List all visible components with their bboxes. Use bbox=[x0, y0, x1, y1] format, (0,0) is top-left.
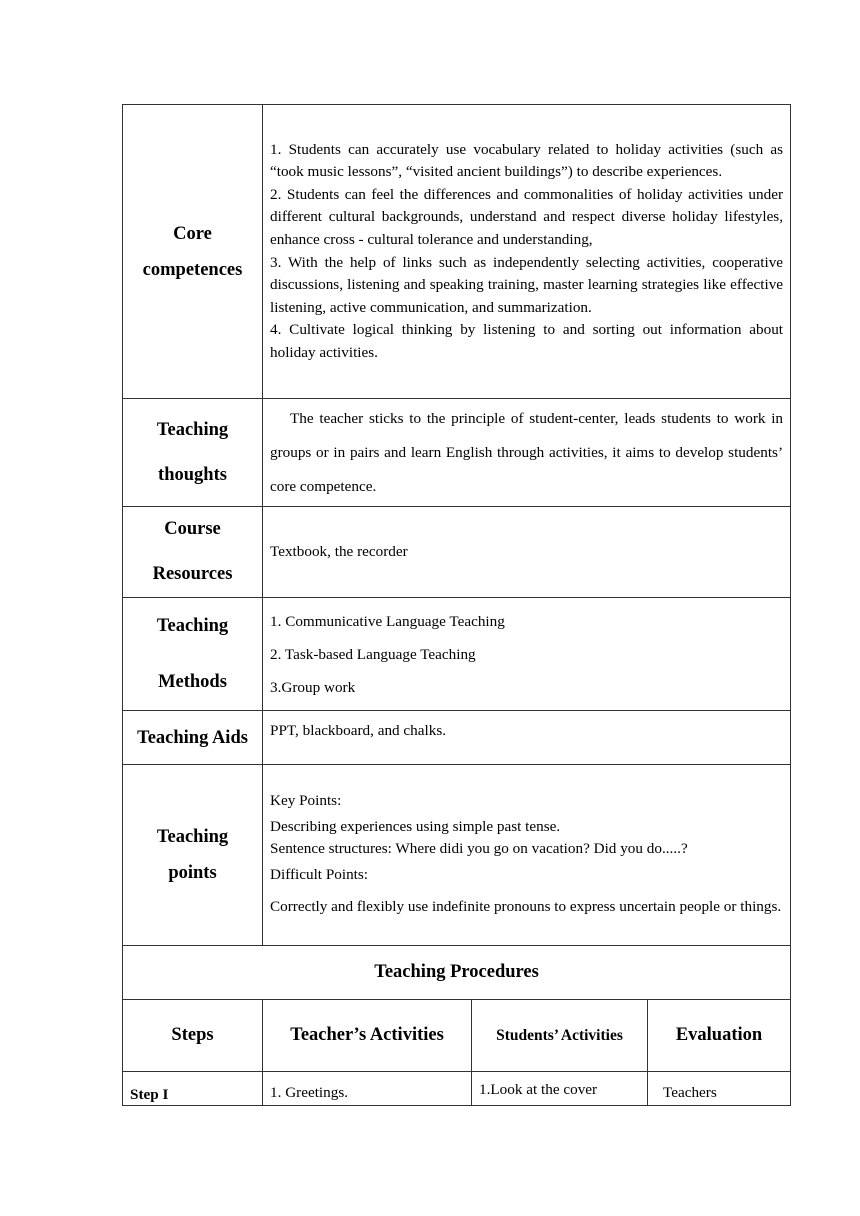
core-competence-item: 2. Students can feel the differences and commonalities of holiday activities under different cultural backgrounds, understand and respect diverse holiday lifestyles, enhance cross - cultural tolerance and understanding, bbox=[270, 185, 784, 248]
key-points-title: Key Points: bbox=[270, 792, 342, 809]
row-procedures-header bbox=[123, 1000, 791, 1072]
header-teacher-activities: Teacher’s Activities bbox=[263, 1000, 472, 1072]
core-competence-item: 1. Students can accurately use vocabulary related to holiday activities (such as “took music lessons”, “visited ancient buildings”) to describe experiences. bbox=[270, 140, 784, 181]
row-teaching-methods bbox=[123, 598, 791, 711]
teaching-aids-label: Teaching Aids bbox=[123, 711, 263, 765]
step-label: Step I bbox=[123, 1072, 263, 1106]
row-teaching-thoughts bbox=[123, 399, 791, 507]
course-resources-label: Course Resources bbox=[123, 507, 263, 598]
core-competences-label: Core competences bbox=[123, 105, 263, 399]
step-students-activity: 1.Look at the cover bbox=[472, 1072, 648, 1106]
core-competence-item: 4. Cultivate logical thinking by listening to and sorting out information about holiday activities. bbox=[270, 321, 784, 361]
header-steps: Steps bbox=[123, 1000, 263, 1072]
teaching-procedures-title: Teaching Procedures bbox=[123, 946, 791, 1000]
step-teacher-activity: 1. Greetings. bbox=[263, 1072, 472, 1106]
method-item: 2. Task-based Language Teaching bbox=[270, 645, 476, 663]
difficult-point-text: Correctly and flexibly use indefinite pronouns to express uncertain people or things. bbox=[270, 898, 782, 915]
row-step-1 bbox=[123, 1072, 791, 1106]
key-point-line: Describing experiences using simple past tense. bbox=[270, 818, 561, 835]
key-point-line: Sentence structures: Where didi you go on vacation? Did you do.....? bbox=[270, 840, 688, 857]
row-core-competences bbox=[123, 105, 791, 399]
header-evaluation: Evaluation bbox=[648, 1000, 791, 1072]
course-resources-content: Textbook, the recorder bbox=[263, 507, 791, 598]
row-teaching-aids bbox=[123, 711, 791, 765]
core-competence-item: 3. With the help of links such as independently selecting activities, cooperative discussions, listening and speaking training, master learning strategies like effective listening, active communication, and summarization. bbox=[270, 253, 784, 316]
lesson-plan-table bbox=[122, 104, 791, 1106]
teaching-aids-content: PPT, blackboard, and chalks. bbox=[263, 711, 791, 765]
row-course-resources bbox=[123, 507, 791, 598]
teaching-methods-label: Teaching Methods bbox=[123, 598, 263, 711]
teaching-points-label: Teaching points bbox=[123, 765, 263, 946]
core-competences-content bbox=[263, 105, 791, 399]
teaching-methods-content bbox=[263, 598, 791, 711]
header-students-activities: Students’ Activities bbox=[472, 1000, 648, 1072]
teaching-thoughts-content: The teacher sticks to the principle of student-center, leads students to work in groups or in pairs and learn English through activities, it aims to develop students’ core competence. bbox=[263, 399, 791, 507]
step-evaluation: Teachers bbox=[648, 1072, 791, 1106]
teaching-thoughts-label: Teaching thoughts bbox=[123, 399, 263, 507]
difficult-points-title: Difficult Points: bbox=[270, 866, 369, 883]
teaching-points-content bbox=[263, 765, 791, 946]
row-teaching-points bbox=[123, 765, 791, 946]
method-item: 3.Group work bbox=[270, 678, 356, 696]
row-procedures-title bbox=[123, 946, 791, 1000]
method-item: 1. Communicative Language Teaching bbox=[270, 612, 505, 630]
